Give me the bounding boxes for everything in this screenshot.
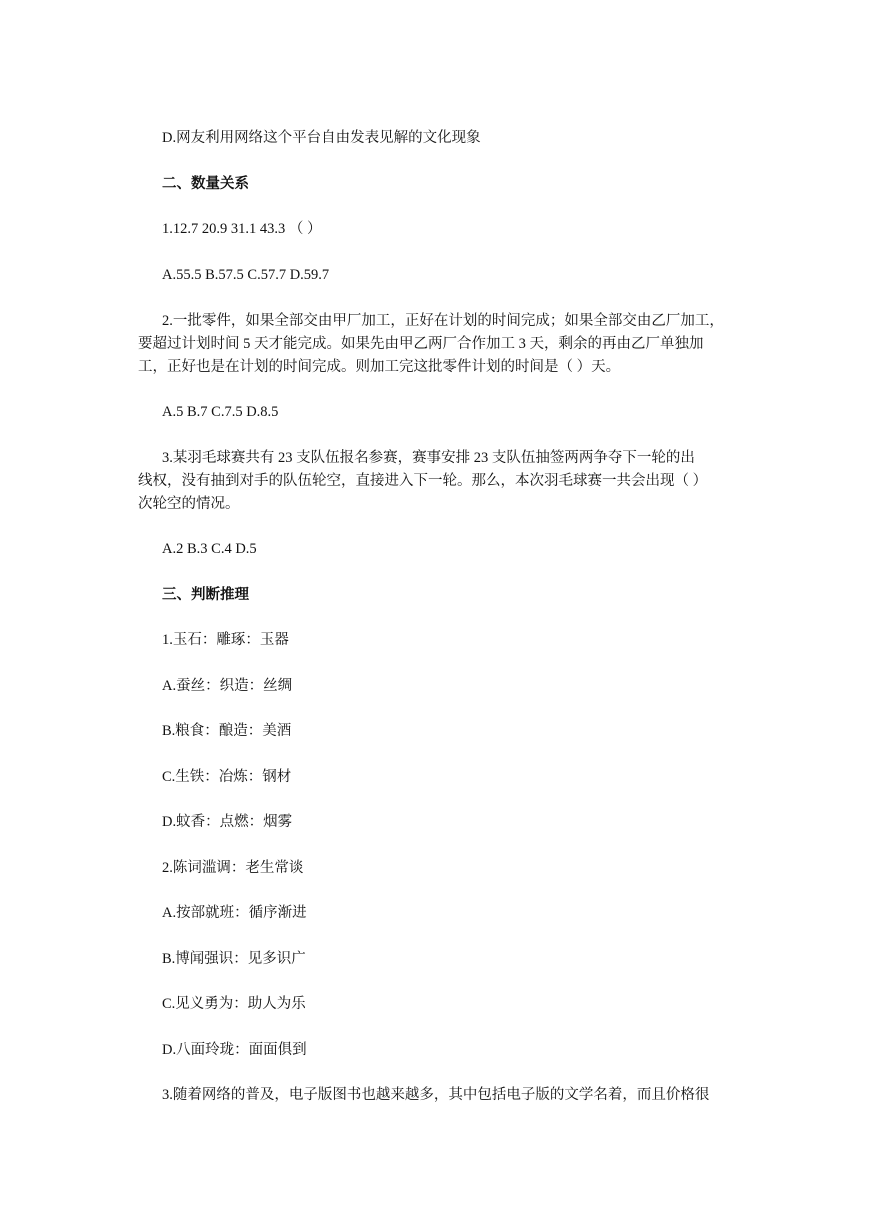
reasoning-question-1: 1.玉石：雕琢：玉器 bbox=[162, 632, 289, 648]
section-heading-quantitative: 二、数量关系 bbox=[162, 176, 249, 192]
reasoning-question-2: 2.陈词滥调：老生常谈 bbox=[162, 860, 304, 876]
reasoning-option-b: B.粮食：酿造：美酒 bbox=[162, 723, 292, 739]
question-3-line: 3.某羽毛球赛共有 23 支队伍报名参赛，赛事安排 23 支队伍抽签两两争夺下一轮的出 bbox=[162, 450, 695, 466]
reasoning-option-a: A.蚕丝：织造：丝绸 bbox=[162, 678, 293, 694]
reasoning-option-d: D.八面玲珑：面面俱到 bbox=[162, 1042, 307, 1058]
question-2-options: A.5 B.7 C.7.5 D.8.5 bbox=[162, 404, 279, 420]
question-2-line: 要超过计划时间 5 天才能完成。如果先由甲乙两厂合作加工 3 天，剩余的再由乙厂单独加 bbox=[138, 336, 704, 352]
reasoning-option-c: C.见义勇为：助人为乐 bbox=[162, 996, 306, 1012]
question-3-line: 次轮空的情况。 bbox=[138, 496, 240, 512]
reasoning-option-d: D.蚊香：点燃：烟雾 bbox=[162, 814, 293, 830]
question-3-options: A.2 B.3 C.4 D.5 bbox=[162, 541, 257, 557]
reasoning-option-a: A.按部就班：循序渐进 bbox=[162, 905, 307, 921]
reasoning-option-b: B.博闻强识：见多识广 bbox=[162, 951, 306, 967]
reasoning-option-c: C.生铁：冶炼：钢材 bbox=[162, 769, 292, 785]
question-1-options: A.55.5 B.57.5 C.57.7 D.59.7 bbox=[162, 267, 330, 283]
option-d-text: D.网友利用网络这个平台自由发表见解的文化现象 bbox=[162, 130, 481, 146]
reasoning-question-3: 3.随着网络的普及，电子版图书也越来越多，其中包括电子版的文学名着，而且价格很 bbox=[162, 1087, 710, 1103]
question-3-line: 线权，没有抽到对手的队伍轮空，直接进入下一轮。那么，本次羽毛球赛一共会出现（ ） bbox=[138, 473, 708, 489]
question-2-line: 2.一批零件，如果全部交由甲厂加工，正好在计划的时间完成；如果全部交由乙厂加工， bbox=[162, 313, 724, 329]
question-1-text: 1.12.7 20.9 31.1 43.3 （ ） bbox=[162, 221, 322, 237]
section-heading-reasoning: 三、判断推理 bbox=[162, 587, 249, 603]
question-2-line: 工，正好也是在计划的时间完成。则加工完这批零件计划的时间是（ ）天。 bbox=[138, 359, 621, 375]
